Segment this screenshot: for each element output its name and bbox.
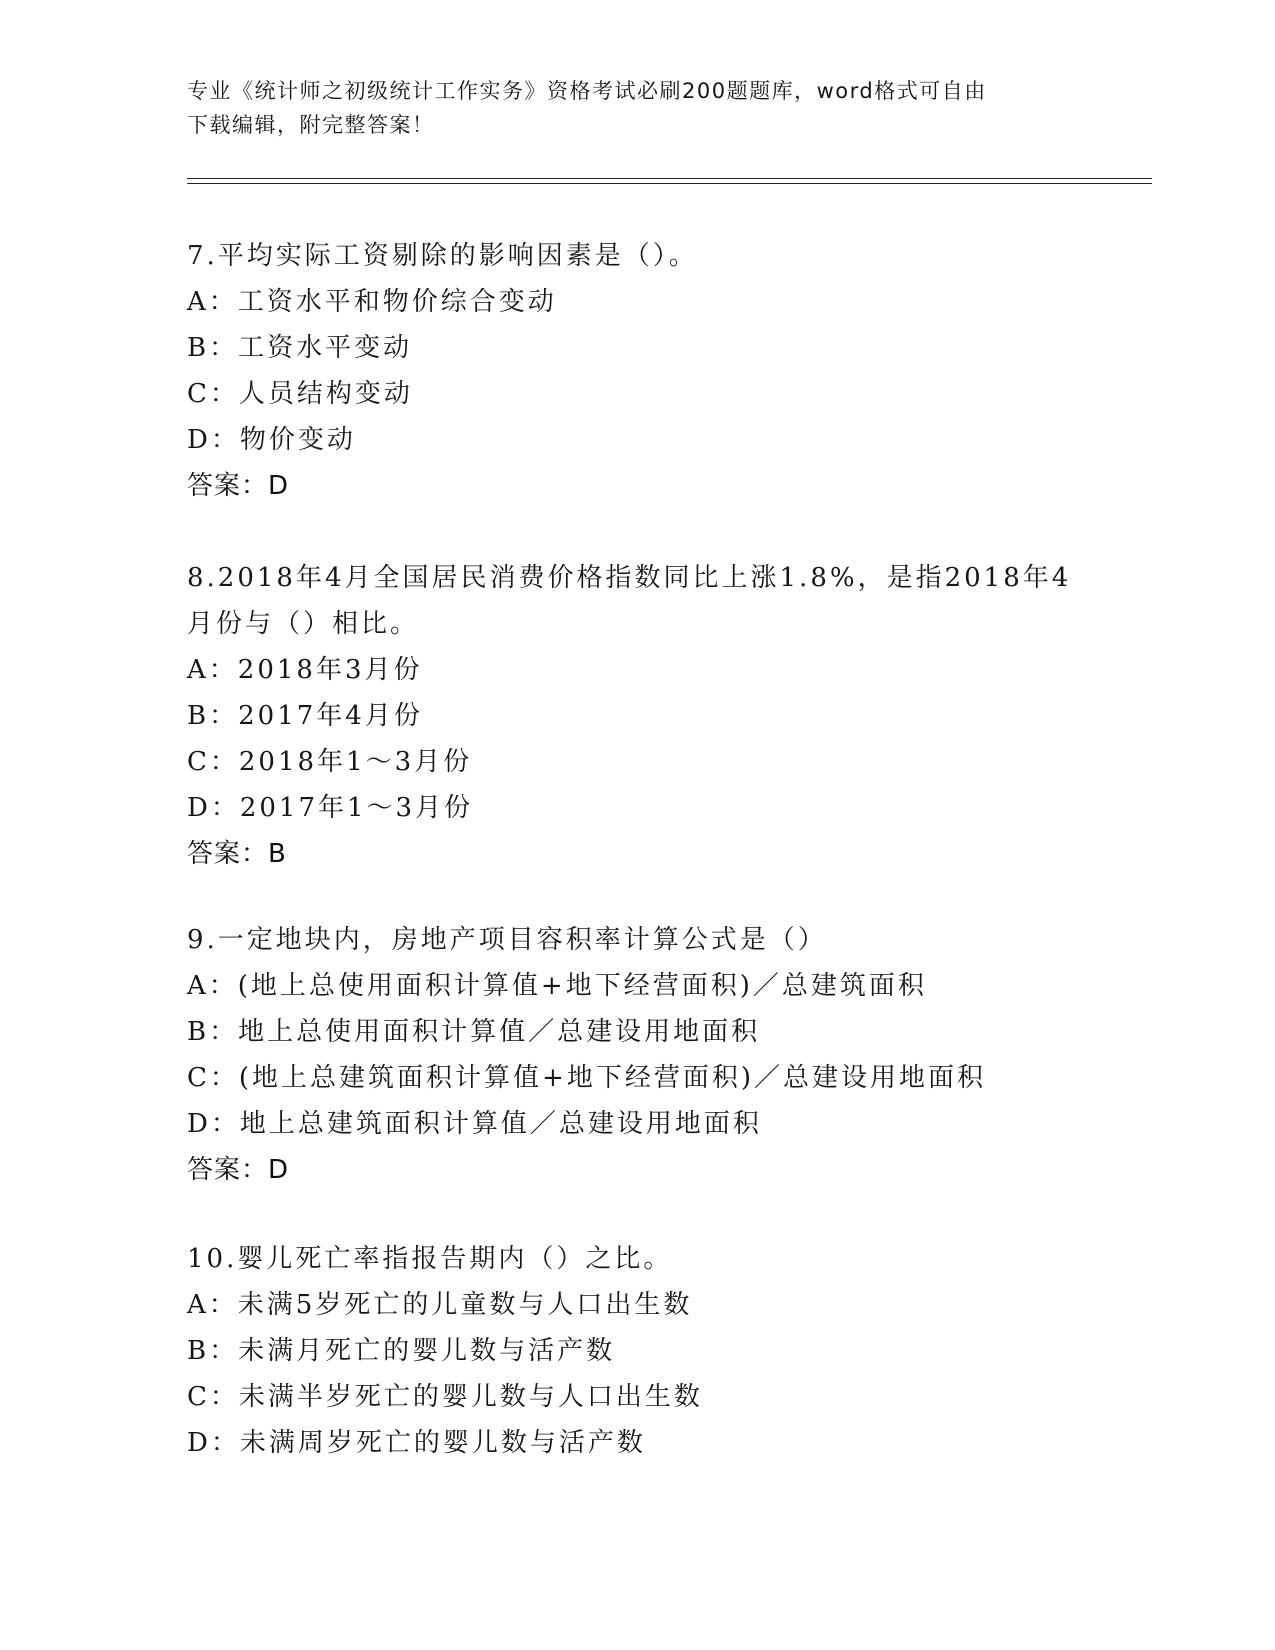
option-b: B：未满月死亡的婴儿数与活产数 [187,1336,616,1366]
header-line-2: 下载编辑，附完整答案！ [187,113,435,137]
document-header [187,74,1087,142]
option-d: D：物价变动 [187,425,356,455]
answer: 答案：B [187,839,287,869]
question-8 [187,555,1087,877]
option-c: C：未满半岁死亡的婴儿数与人口出生数 [187,1382,703,1412]
option-a: A：工资水平和物价综合变动 [187,287,557,317]
header-divider-bottom [187,183,1152,184]
question-10 [187,1236,1087,1466]
answer: 答案：D [187,471,290,501]
option-a: A：(地上总使用面积计算值+地下经营面积)／总建筑面积 [187,971,927,1001]
option-c: C：(地上总建筑面积计算值+地下经营面积)／总建设用地面积 [187,1063,986,1093]
option-a: A：未满5岁死亡的儿童数与人口出生数 [187,1290,693,1320]
header-divider-top [187,178,1152,179]
answer: 答案：D [187,1155,290,1185]
option-b: B：2017年4月份 [187,701,423,731]
question-stem-line-2: 月份与（）相比。 [187,609,420,639]
option-a: A：2018年3月份 [187,655,423,685]
header-line-1: 专业《统计师之初级统计工作实务》资格考试必刷200题题库，word格式可自由 [187,79,987,103]
question-stem-line-1: 8.2018年4月全国居民消费价格指数同比上涨1.8%，是指2018年4 [187,563,1072,593]
option-d: D：未满周岁死亡的婴儿数与活产数 [187,1428,646,1458]
option-b: B：地上总使用面积计算值／总建设用地面积 [187,1017,761,1047]
option-d: D：2017年1～3月份 [187,793,474,823]
option-c: C：2018年1～3月份 [187,747,473,777]
option-d: D：地上总建筑面积计算值／总建设用地面积 [187,1109,762,1139]
question-stem: 10.婴儿死亡率指报告期内（）之比。 [187,1244,673,1274]
question-stem: 9.一定地块内，房地产项目容积率计算公式是（） [187,925,827,955]
question-7 [187,233,1087,509]
question-stem: 7.平均实际工资剔除的影响因素是（）。 [187,241,698,271]
option-c: C：人员结构变动 [187,379,413,409]
question-9 [187,917,1087,1193]
option-b: B：工资水平变动 [187,333,413,363]
